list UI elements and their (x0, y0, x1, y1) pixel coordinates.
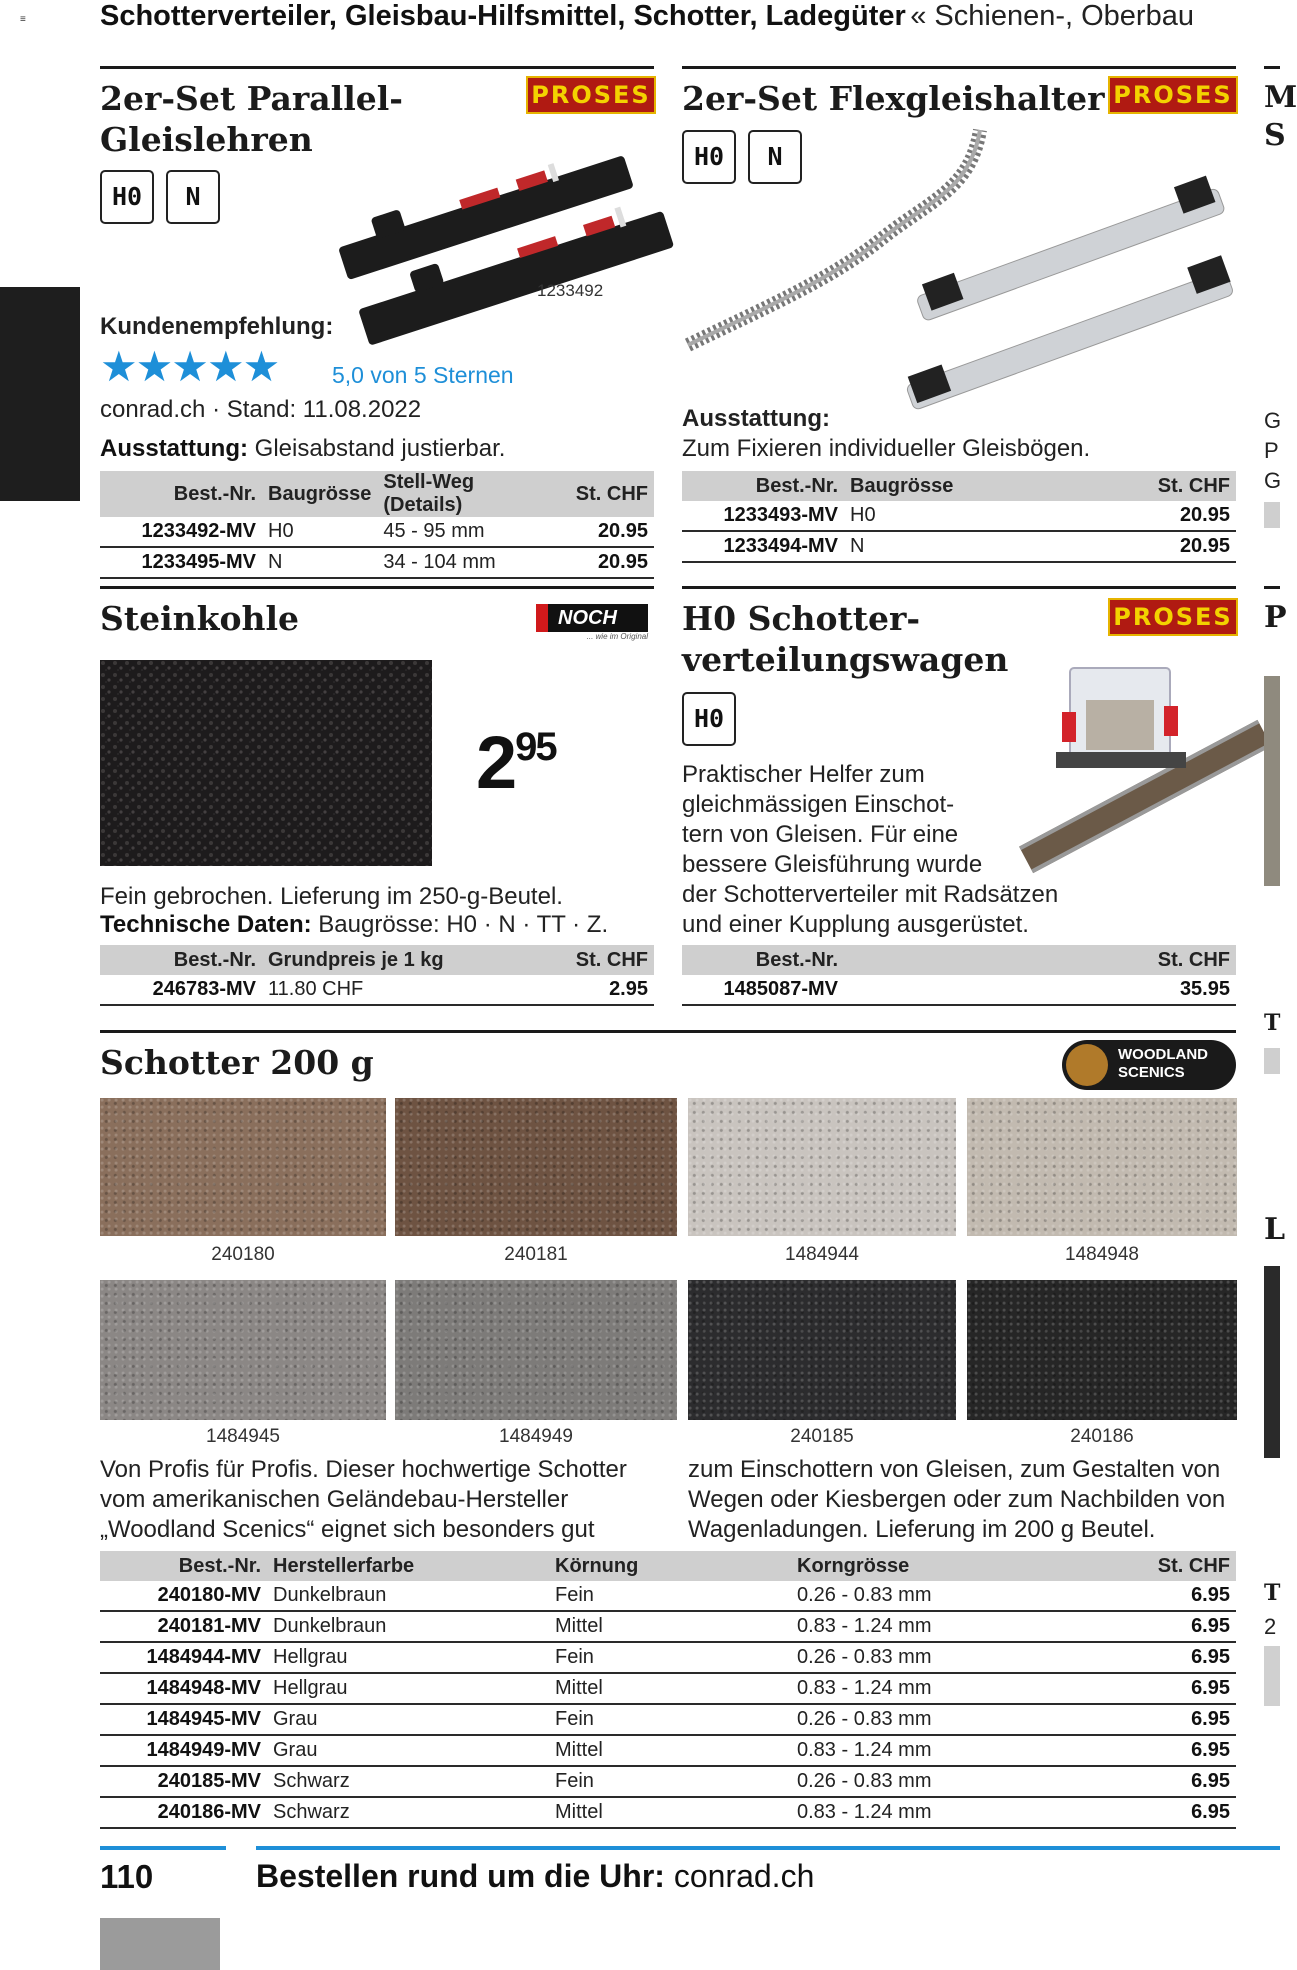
footer-slogan: Bestellen rund um die Uhr: conrad.ch (256, 1858, 815, 1894)
table-row: 246783-MV 11.80 CHF 2.95 (100, 975, 654, 1005)
edge-image (1264, 1266, 1280, 1458)
product-description-left: Von Profis für Profis. Dieser hochwertige Schotter vom amerikanischen Geländebau-Hersteller „Woodland Scenics“ eignet sich besonders gut (100, 1456, 627, 1543)
footer-accent-line (100, 1846, 226, 1850)
swatch-article-code: 1484945 (206, 1426, 280, 1447)
ballast-swatch (688, 1098, 956, 1236)
ballast-swatch (395, 1280, 677, 1420)
edge-text: 2 (1264, 1614, 1277, 1639)
product-title: 2er-Set Parallel- Gleislehren (100, 79, 403, 159)
side-tab-marker (0, 287, 80, 501)
corner-mark: ≡ (20, 14, 26, 25)
product-description: Praktischer Helfer zum gleichmässigen Einschot- tern von Gleisen. Für eine bessere Gleisführung wurde der Schotterverteiler mit Radsätzen und einer Kupplung ausgerüstet. (682, 761, 1059, 938)
header-breadcrumb: « Schienen-, Oberbau (910, 0, 1194, 32)
section-rule (682, 586, 1236, 589)
recommendation-label: Kundenempfehlung: (100, 313, 334, 340)
price-table: Best.-Nr. Baugrösse Stell-Weg (Details) St. CHF 1233492-MV H0 45 - 95 mm 20.95 1233495-MV N 34 - 104 mm 20.95 (100, 471, 654, 579)
table-row: 240185-MV Schwarz Fein 0.26 - 0.83 mm 6.95 (100, 1766, 1236, 1797)
edge-text: P (1264, 438, 1279, 463)
proses-logo: PROSES (1108, 598, 1238, 636)
badge-h0: H0 (100, 170, 154, 224)
section-rule (100, 1030, 1236, 1033)
price: $2^{95}$ (476, 721, 556, 804)
swatch-article-code: 1484948 (1065, 1244, 1139, 1265)
swatch-article-code: 240181 (504, 1244, 568, 1265)
table-row: 1233494-MV N 20.95 (682, 531, 1236, 562)
table-row: 1484948-MV Hellgrau Mittel 0.83 - 1.24 mm 6.95 (100, 1673, 1236, 1704)
features-text: Zum Fixieren individueller Gleisbögen. (682, 435, 1091, 462)
section-rule (682, 66, 1236, 69)
features: Ausstattung: Gleisabstand justierbar. (100, 435, 506, 462)
table-row: 240180-MV Dunkelbraun Fein 0.26 - 0.83 mm 6.95 (100, 1581, 1236, 1611)
table-row: 240181-MV Dunkelbraun Mittel 0.83 - 1.24 mm 6.95 (100, 1611, 1236, 1642)
table-row: 1233492-MV H0 45 - 95 mm 20.95 (100, 517, 654, 547)
footer-grey-block (100, 1918, 220, 1970)
table-row: 1484949-MV Grau Mittel 0.83 - 1.24 mm 6.95 (100, 1735, 1236, 1766)
proses-logo: PROSES (526, 76, 656, 114)
edge-rule (1264, 66, 1280, 69)
price-table: Best.-Nr. St. CHF 1485087-MV 35.95 (682, 945, 1236, 1006)
edge-title: M (1264, 80, 1297, 115)
edge-title: S (1264, 118, 1286, 153)
image-article-code: 1233492 (537, 281, 604, 300)
header-category: Schotterverteiler, Gleisbau-Hilfsmittel, Schotter, Ladegüter (100, 0, 906, 32)
table-row: 1484945-MV Grau Fein 0.26 - 0.83 mm 6.95 (100, 1704, 1236, 1735)
section-rule (100, 586, 654, 589)
product-title: 2er-Set Flexgleishalter (682, 79, 1105, 118)
noch-logo: NOCH ... wie im Original (536, 604, 648, 641)
edge-title: T (1264, 1010, 1281, 1036)
ballast-swatch (100, 1098, 386, 1236)
track-holder-image (680, 130, 1240, 420)
table-row: 1485087-MV 35.95 (682, 975, 1236, 1005)
technical-data: Technische Daten: Baugrösse: H0 · N · TT · Z. (100, 911, 609, 938)
edge-title: T (1264, 1580, 1281, 1606)
proses-logo: PROSES (1108, 76, 1238, 114)
edge-table (1264, 1646, 1280, 1706)
edge-text: G (1264, 468, 1282, 493)
product-title: Steinkohle (100, 599, 299, 638)
badge-n: N (748, 130, 802, 184)
table-row: 1233495-MV N 34 - 104 mm 20.95 (100, 547, 654, 578)
table-row: 240186-MV Schwarz Mittel 0.83 - 1.24 mm 6.95 (100, 1797, 1236, 1828)
woodland-scenics-logo: WOODLAND SCENICS (1062, 1040, 1236, 1090)
edge-table (1264, 502, 1280, 528)
edge-table (1264, 1048, 1280, 1074)
edge-title: P (1264, 600, 1287, 635)
page-header (100, 0, 1194, 33)
gauge-product-image (320, 130, 660, 330)
footer-accent-line (256, 1846, 1280, 1850)
swatch-article-code: 1484944 (785, 1244, 859, 1265)
product-description: Fein gebrochen. Lieferung im 250-g-Beutel. (100, 883, 563, 910)
badge-h0: H0 (682, 130, 736, 184)
star-rating-icon: ★★★★★ (100, 343, 279, 390)
ballast-swatch (967, 1280, 1237, 1420)
ballast-swatch (688, 1280, 956, 1420)
edge-rule (1264, 586, 1280, 589)
price-table: Best.-Nr. Herstellerfarbe Körnung Korngrösse St. CHF 240180-MV Dunkelbraun Fein 0.26 - 0.83 mm 6.95 240181-MV Dunkelbraun Mittel 0.83 - 1.24 mm 6.95 1484944-MV Hellgrau Fein 0.26 - 0.83 mm 6.95 1484948-MV Hellgrau Mittel 0.83 - 1.24 mm 6.95 1484945-MV Grau Fein 0.26 - 0.83 mm 6.95 1484949-MV Grau Mittel 0.83 - 1.24 mm 6.95 240185-MV Schwarz Fein 0.26 - 0.83 mm 6.95 240186-MV Schwarz Mittel 0.83 - 1.24 mm 6.95 (100, 1551, 1236, 1829)
product-title: H0 Schotter- verteilungswagen (682, 599, 1009, 679)
table-row: 1233493-MV H0 20.95 (682, 501, 1236, 531)
swatch-article-code: 240186 (1070, 1426, 1134, 1447)
features-label: Ausstattung: (682, 405, 830, 432)
table-row: 1484944-MV Hellgrau Fein 0.26 - 0.83 mm 6.95 (100, 1642, 1236, 1673)
ballast-swatch (967, 1098, 1237, 1236)
product-title: Schotter 200 g (100, 1043, 374, 1082)
edge-title: L (1264, 1212, 1286, 1247)
badge-n: N (166, 170, 220, 224)
ballast-swatch (395, 1098, 677, 1236)
edge-image (1264, 676, 1280, 886)
swatch-article-code: 240180 (211, 1244, 275, 1265)
edge-text: G (1264, 408, 1282, 433)
footer-site-link[interactable]: conrad.ch (664, 1858, 815, 1894)
section-rule (100, 66, 654, 69)
ballast-swatch (100, 1280, 386, 1420)
badge-h0: H0 (682, 692, 736, 746)
rating-text: 5,0 von 5 Sternen (332, 362, 514, 388)
price-table: Best.-Nr. Grundpreis je 1 kg St. CHF 246783-MV 11.80 CHF 2.95 (100, 945, 654, 1006)
swatch-article-code: 1484949 (499, 1426, 573, 1447)
coal-image (100, 660, 432, 866)
swatch-article-code: 240185 (790, 1426, 854, 1447)
rating-source: conrad.ch · Stand: 11.08.2022 (100, 396, 422, 423)
product-description-right: zum Einschottern von Gleisen, zum Gestalten von Wegen oder Kiesbergen oder zum Nachbilden von Wagenladungen. Lieferung im 200 g Beutel. (688, 1456, 1226, 1543)
page-number: 110 (100, 1858, 154, 1895)
price-table: Best.-Nr. Baugrösse St. CHF 1233493-MV H0 20.95 1233494-MV N 20.95 (682, 471, 1236, 563)
